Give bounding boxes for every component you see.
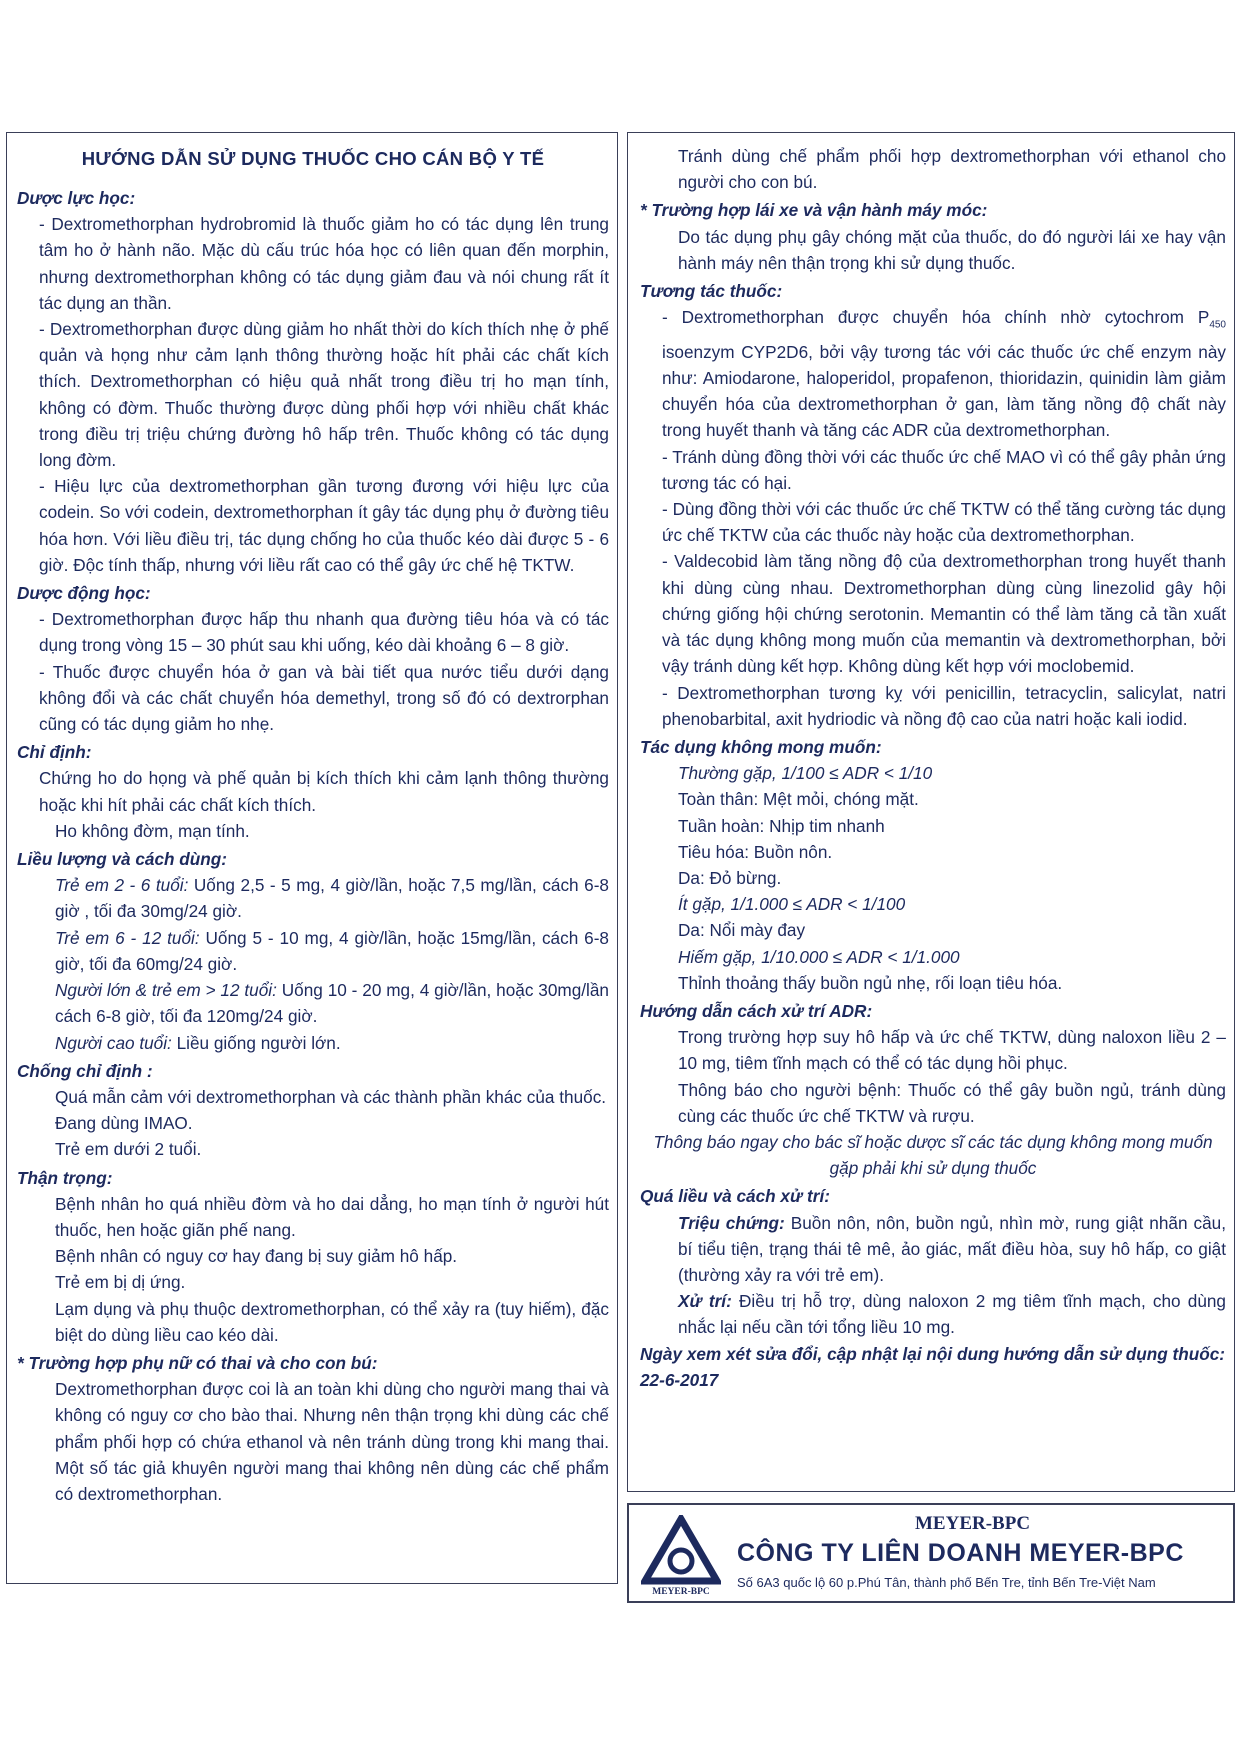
adr-item: Thỉnh thoảng thấy buồn ngủ nhẹ, rối loạn tiêu hóa. [678,972,1063,993]
heading-adr: Tác dụng không mong muốn: [640,736,882,757]
paragraph: Trẻ em dưới 2 tuổi. [55,1139,202,1160]
adr-item: Tuần hoàn: Nhịp tim nhanh [678,815,885,836]
paragraph: Dextromethorphan được coi là an toàn khi dùng cho người mang thai và không có nguy cơ cho bào thai. Nhưng nên thận trọng khi dùng các chế phẩm phối hợp có chứa ethanol và nên tránh dùng trong khi mang thai. Một số tác giả khuyên người mang thai không nên dùng các chế phẩm có dextromethorphan. [55,1379,609,1504]
company-address: Số 6A3 quốc lộ 60 p.Phú Tân, thành phố Bến Tre, tỉnh Bến Tre-Việt Nam [737,1575,1156,1590]
dosage-item: Trẻ em 2 - 6 tuổi: Uống 2,5 - 5 mg, 4 giờ/lần, hoặc 7,5 mg/lần, cách 6-8 giờ , tối đa 30mg/24 giờ. [55,875,609,922]
dosage-item: Người cao tuổi: Liều giống người lớn. [55,1032,341,1053]
paragraph: Do tác dụng phụ gây chóng mặt của thuốc, do đó người lái xe hay vận hành máy nên thận trọng khi sử dụng thuốc. [678,226,1226,273]
paragraph: - Tránh dùng đồng thời với các thuốc ức chế MAO vì có thể gây phản ứng tương tác có hại. [662,446,1226,493]
paragraph: Ho không đờm, mạn tính. [55,820,250,841]
paragraph: - Hiệu lực của dextromethorphan gần tương đương với hiệu lực của codein. So với codein, dextromethorphan ít gây tác dụng phụ ở đường tiêu hóa hơn. Với liều điều trị, tác dụng chống ho của thuốc kéo dài được 5 - 6 giờ. Độc tính thấp, nhưng với liều rất cao có thể gây ức chế hệ TKTW. [39,476,609,575]
frequency-label: Hiếm gặp, 1/10.000 ≤ ADR < 1/1.000 [678,946,960,967]
page-title: HƯỚNG DẪN SỬ DỤNG THUỐC CHO CÁN BỘ Y TẾ [81,148,545,169]
heading-chi-dinh: Chỉ định: [17,742,92,763]
paragraph: - Dextromethorphan được hấp thu nhanh qua đường tiêu hóa và có tác dụng trong vòng 15 – 30 phút sau khi uống, kéo dài khoảng 6 – 8 giờ. [39,609,609,656]
heading-lai-xe: * Trường hợp lái xe và vận hành máy móc: [640,200,988,221]
heading-xu-tri-adr: Hướng dẫn cách xử trí ADR: [640,1000,873,1021]
heading-lieu-luong: Liều lượng và cách dùng: [17,849,228,870]
dosage-item: Người lớn & trẻ em > 12 tuổi: Uống 10 - 20 mg, 4 giờ/lần, hoặc 30mg/lần cách 6-8 giờ, tối đa 120mg/24 giờ. [55,980,609,1027]
company-logo-icon [641,1515,721,1597]
dosage-item: Trẻ em 6 - 12 tuổi: Uống 5 - 10 mg, 4 giờ/lần, hoặc 15mg/lần, cách 6-8 giờ, tối đa 60mg/24 giờ. [55,927,609,974]
logo-text: MEYER-BPC [652,1587,710,1597]
adr-item: Tiêu hóa: Buồn nôn. [678,841,833,862]
left-column [6,132,618,1584]
paragraph: - Dextromethorphan tương kỵ với penicillin, tetracyclin, salicylat, natri phenobarbital, axit hydriodic và nồng độ cao của natri hoặc kali iodid. [662,682,1226,729]
right-column [627,132,1235,1492]
paragraph: Lạm dụng và phụ thuộc dextromethorphan, có thể xảy ra (tuy hiếm), đặc biệt do dùng liều cao kéo dài. [55,1298,609,1345]
heading-duoc-luc-hoc: Dược lực học: [17,188,136,208]
paragraph: - Dextromethorphan hydrobromid là thuốc giảm ho có tác dụng lên trung tâm ho ở hành não. Mặc dù cấu trúc hóa học có liên quan đến morphin, nhưng dextromethorphan không có tác dụng giảm đau và nói chung rất ít tác dụng an thần. [39,214,609,313]
paragraph: Quá mẫn cảm với dextromethorphan và các thành phần khác của thuốc. [55,1086,607,1107]
paragraph: - Valdecobid làm tăng nồng độ của dextromethorphan trong huyết thanh khi dùng cùng nhau. Dextromethorphan dùng cùng linezolid gây hội chứng giống hội chứng serotonin. Memantin có thể làm tăng cả tần xuất và tác dụng không mong muốn của memantin và dextromethorphan, bởi vậy tránh dùng kết hợp. Không dùng kết hợp với moclobemid. [662,551,1226,677]
company-name: CÔNG TY LIÊN DOANH MEYER-BPC [737,1539,1184,1567]
heading-chong-chi-dinh: Chống chỉ định : [17,1060,153,1081]
paragraph: Chứng ho do họng và phế quản bị kích thích khi cảm lạnh thông thường hoặc khi hít phải các chất kích thích. [39,768,609,815]
heading-qua-lieu: Quá liều và cách xử trí: [640,1186,830,1207]
frequency-label: Thường gặp, 1/100 ≤ ADR < 1/10 [678,763,933,784]
heading-than-trong: Thận trọng: [17,1167,113,1188]
company-footer [627,1503,1235,1603]
review-date: Ngày xem xét sửa đổi, cập nhật lại nội dung hướng dẫn sử dụng thuốc: 22-6-2017 [640,1343,1226,1390]
paragraph: - Dextromethorphan được dùng giảm ho nhất thời do kích thích nhẹ ở phế quản và họng như cảm lạnh thông thường hoặc hít phải các chất kích thích. Dextromethorphan có hiệu quả nhất trong điều trị ho mạn tính, không có đờm. Thuốc thường được dùng phối hợp với nhiều chất khác trong điều trị triệu chứng đường hô hấp trên. Thuốc không có tác dụng long đờm. [39,319,609,471]
paragraph: - Dùng đồng thời với các thuốc ức chế TKTW có thể tăng cường tác dụng ức chế TKTW của các thuốc này hoặc của dextromethorphan. [662,499,1226,546]
adr-item: Toàn thân: Mệt mỏi, chóng mặt. [678,789,919,810]
paragraph: Xử trí: Điều trị hỗ trợ, dùng naloxon 2 mg tiêm tĩnh mạch, cho dùng nhắc lại nếu cần tới tổng liều 10 mg. [678,1291,1226,1338]
adr-item: Da: Nổi mày đay [678,920,806,941]
paragraph: Trẻ em bị dị ứng. [55,1272,186,1293]
heading-duoc-dong-hoc: Dược động học: [17,583,151,604]
paragraph: Triệu chứng: Buồn nôn, nôn, buồn ngủ, nhìn mờ, rung giật nhãn cầu, bí tiểu tiện, trạng thái tê mê, ảo giác, mất điều hòa, suy hô hấp, co giật (thường xảy ra với trẻ em). [678,1212,1226,1285]
paragraph: - Dextromethorphan được chuyển hóa chính nhờ cytochrom $P_{450}$ isoenzym CYP2D6, bởi vậy tương tác với các thuốc ức chế enzym này như: Amiodarone, haloperidol, propafenon, thioridazin, quinidin làm giảm chuyển hóa của dextromethorphan ở gan, làm tăng nồng độ chất này trong huyết thanh và tăng các ADR của dextromethorphan. [662,307,1226,441]
paragraph: Thông báo cho người bệnh: Thuốc có thể gây buồn ngủ, tránh dùng cùng các thuốc ức chế TKTW và rượu. [678,1079,1226,1126]
notice-paragraph: Thông báo ngay cho bác sĩ hoặc dược sĩ các tác dụng không mong muốn gặp phải khi sử dụng thuốc [653,1131,1213,1179]
heading-phu-nu-co-thai: * Trường hợp phụ nữ có thai và cho con bú: [17,1352,378,1373]
paragraph: Bệnh nhân có nguy cơ hay đang bị suy giảm hô hấp. [55,1246,458,1267]
paragraph: Bệnh nhân ho quá nhiều đờm và ho dai dẳng, ho mạn tính ở người hút thuốc, hen hoặc giãn phế nang. [55,1193,609,1240]
adr-item: Da: Đỏ bừng. [678,867,782,888]
paragraph: Đang dùng IMAO. [55,1113,193,1134]
paragraph: Tránh dùng chế phẩm phối hợp dextromethorphan với ethanol cho người cho con bú. [678,146,1226,193]
brand-name: MEYER-BPC [915,1513,1031,1534]
paragraph: - Thuốc được chuyển hóa ở gan và bài tiết qua nước tiểu dưới dạng không đổi và các chất chuyển hóa demethyl, trong số đó có dextrorphan cũng có tác dụng giảm ho nhẹ. [39,661,609,735]
frequency-label: Ít gặp, 1/1.000 ≤ ADR < 1/100 [678,894,906,915]
paragraph: Trong trường hợp suy hô hấp và ức chế TKTW, dùng naloxon liều 2 – 10 mg, tiêm tĩnh mạch có thể có tác dụng hồi phục. [678,1027,1226,1074]
heading-tuong-tac: Tương tác thuốc: [640,281,783,302]
